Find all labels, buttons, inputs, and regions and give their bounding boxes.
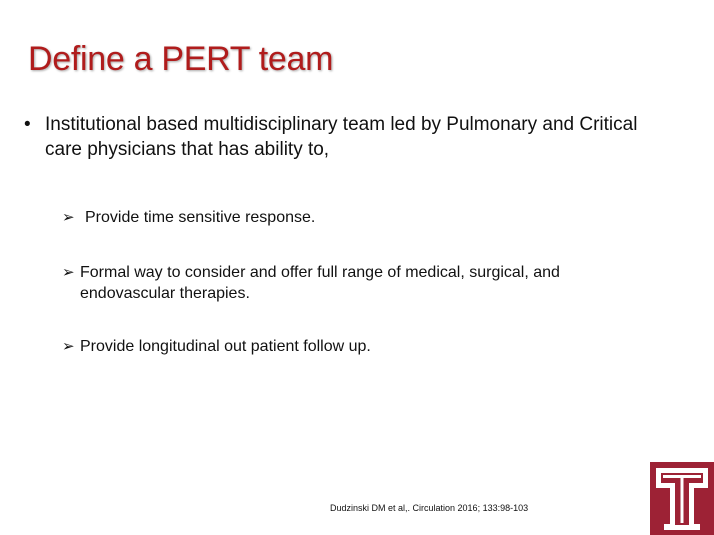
sub-bullet-text: Provide time sensitive response.: [85, 209, 316, 226]
temple-t-logo-icon: [650, 462, 714, 535]
arrow-bullet-icon: ➢: [62, 338, 75, 355]
arrow-bullet-icon: ➢: [62, 264, 75, 281]
temple-t-icon: [650, 462, 714, 535]
bullet-marker: •: [24, 114, 31, 135]
arrow-bullet-icon: ➢: [62, 209, 75, 226]
sub-bullet-text: Provide longitudinal out patient follow up.: [80, 338, 371, 355]
sub-bullet-text: Formal way to consider and offer full range of medical, surgical, and endovascular therapies.: [80, 264, 560, 302]
citation: Dudzinski DM et al,. Circulation 2016; 133:98-103: [330, 503, 529, 513]
slide-title: Define a PERT team: [28, 40, 334, 78]
main-bullet-text: Institutional based multidisciplinary team led by Pulmonary and Critical care physicians that has ability to,: [45, 114, 638, 160]
